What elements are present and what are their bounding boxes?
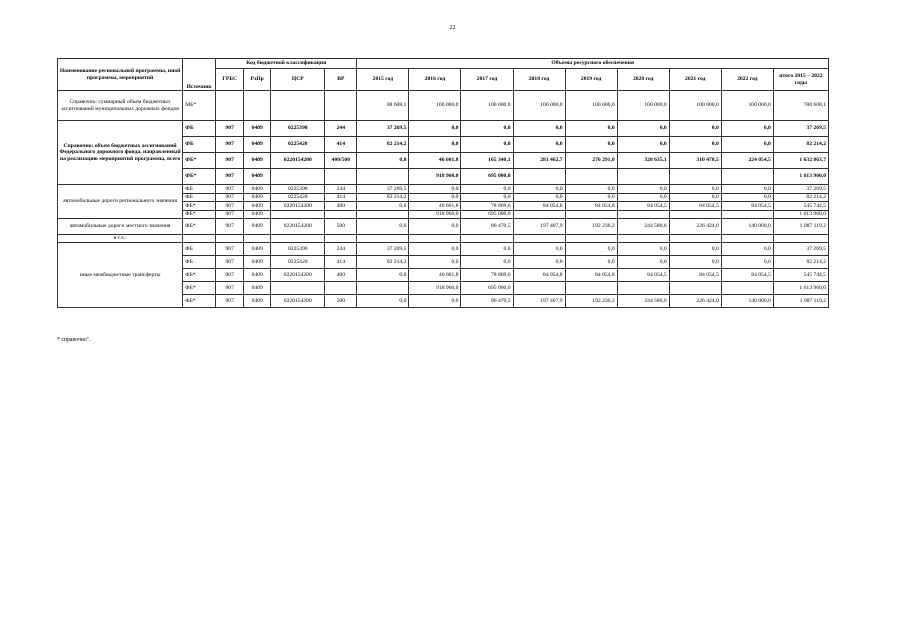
code-cell: 244 bbox=[325, 121, 357, 137]
value-cell: 82 214,2 bbox=[357, 193, 409, 202]
code-cell: 400/500 bbox=[325, 153, 357, 169]
empty-cell bbox=[617, 235, 669, 243]
source-cell: ФБ* bbox=[183, 169, 216, 185]
value-cell bbox=[721, 210, 773, 219]
source-cell: ФБ bbox=[183, 193, 216, 202]
value-cell: 84 054,5 bbox=[617, 202, 669, 211]
value-cell: 0,0 bbox=[409, 185, 461, 194]
value-cell: 197 407,9 bbox=[513, 295, 565, 308]
value-cell: 1 613 960,0 bbox=[773, 210, 828, 219]
value-cell: 0,0 bbox=[461, 243, 513, 256]
source-cell: ФБ bbox=[183, 137, 216, 153]
code-cell: 0409 bbox=[244, 210, 271, 219]
value-cell: 0,0 bbox=[721, 185, 773, 194]
value-cell: 88 608,1 bbox=[357, 91, 409, 121]
value-cell: 84 054,8 bbox=[513, 269, 565, 282]
value-cell: 0,0 bbox=[513, 137, 565, 153]
value-cell: 0,0 bbox=[721, 121, 773, 137]
value-cell: 1 087 119,2 bbox=[773, 219, 828, 235]
source-cell: ФБ* bbox=[183, 282, 216, 295]
value-cell: 100 000,0 bbox=[669, 91, 721, 121]
code-cell: 244 bbox=[325, 185, 357, 194]
header-source: Источник bbox=[183, 59, 216, 91]
value-cell: 197 407,9 bbox=[513, 219, 565, 235]
value-cell: 695 000,0 bbox=[461, 282, 513, 295]
source-cell: ФБ* bbox=[183, 202, 216, 211]
value-cell: 918 960,0 bbox=[409, 210, 461, 219]
value-cell: 918 960,0 bbox=[409, 282, 461, 295]
value-cell: 0,0 bbox=[669, 185, 721, 194]
value-cell: 0,0 bbox=[357, 153, 409, 169]
value-cell: 0,0 bbox=[721, 243, 773, 256]
value-cell: 0,0 bbox=[565, 121, 617, 137]
value-cell bbox=[617, 282, 669, 295]
value-cell: 0,0 bbox=[617, 185, 669, 194]
value-cell: 0,0 bbox=[669, 193, 721, 202]
value-cell: 224 054,5 bbox=[721, 153, 773, 169]
value-cell: 226 424,0 bbox=[669, 295, 721, 308]
table-row bbox=[58, 243, 829, 256]
code-cell: 907 bbox=[216, 193, 244, 202]
value-cell: 0,0 bbox=[461, 121, 513, 137]
value-cell: 0,0 bbox=[721, 193, 773, 202]
value-cell: 165 340,1 bbox=[461, 153, 513, 169]
value-cell: 0,0 bbox=[409, 121, 461, 137]
empty-cell bbox=[669, 235, 721, 243]
value-cell bbox=[669, 210, 721, 219]
including-label: в т.ч.: bbox=[58, 235, 183, 243]
value-cell: 310 478,5 bbox=[669, 153, 721, 169]
value-cell: 86 470,5 bbox=[461, 219, 513, 235]
row-name: Справочно: суммарный объем бюджетных ассигнований муниципальных дорожных фондов bbox=[58, 91, 183, 121]
value-cell bbox=[721, 282, 773, 295]
value-cell bbox=[565, 169, 617, 185]
header-name: Наименование региональной программы, иной программы, мероприятий bbox=[58, 59, 183, 91]
code-cell: 0220154200 bbox=[271, 202, 325, 211]
source-cell: ФБ bbox=[183, 121, 216, 137]
empty-cell bbox=[513, 235, 565, 243]
value-cell: 0,0 bbox=[565, 185, 617, 194]
empty-cell bbox=[409, 235, 461, 243]
code-cell: 907 bbox=[216, 256, 244, 269]
value-cell: 1 087 119,2 bbox=[773, 295, 828, 308]
value-cell bbox=[357, 210, 409, 219]
value-cell: 82 214,2 bbox=[357, 256, 409, 269]
code-cell: 414 bbox=[325, 137, 357, 153]
value-cell: 84 054,5 bbox=[669, 269, 721, 282]
value-cell: 100 000,0 bbox=[721, 91, 773, 121]
source-cell: ФБ* bbox=[183, 153, 216, 169]
value-cell: 0,0 bbox=[721, 137, 773, 153]
value-cell: 140 000,0 bbox=[721, 295, 773, 308]
code-cell: 907 bbox=[216, 219, 244, 235]
header-year-col: 2015 год bbox=[357, 69, 409, 91]
code-cell: 414 bbox=[325, 193, 357, 202]
value-cell: 328 635,1 bbox=[617, 153, 669, 169]
code-cell: 500 bbox=[325, 219, 357, 235]
code-cell bbox=[271, 210, 325, 219]
source-cell: ФБ bbox=[183, 256, 216, 269]
header-year-col: 2020 год bbox=[617, 69, 669, 91]
value-cell: 0,0 bbox=[617, 256, 669, 269]
value-cell: 276 291,0 bbox=[565, 153, 617, 169]
header-volume-group: Объемы ресурсного обеспечения bbox=[357, 59, 829, 69]
empty-cell bbox=[461, 235, 513, 243]
table-row bbox=[58, 219, 829, 235]
code-cell bbox=[325, 282, 357, 295]
value-cell: 0,0 bbox=[669, 256, 721, 269]
value-cell: 0,0 bbox=[357, 202, 409, 211]
empty-cell bbox=[721, 235, 773, 243]
value-cell: 84 054,8 bbox=[565, 202, 617, 211]
code-cell: 0220154200 bbox=[271, 269, 325, 282]
code-cell: 500 bbox=[325, 295, 357, 308]
code-cell: 0409 bbox=[244, 282, 271, 295]
value-cell: 0,0 bbox=[669, 243, 721, 256]
table-row bbox=[58, 91, 829, 121]
code-cell: 414 bbox=[325, 256, 357, 269]
row-name: Справочно: объем бюджетных ассигнований Федерального дорожного фонда, направленный на реализацию мероприятий программы, всего bbox=[58, 121, 183, 185]
value-cell: 37 269,5 bbox=[773, 185, 828, 194]
value-cell: 37 269,5 bbox=[357, 121, 409, 137]
code-cell bbox=[325, 169, 357, 185]
code-cell bbox=[271, 91, 325, 121]
budget-table bbox=[57, 58, 829, 308]
empty-cell bbox=[565, 235, 617, 243]
value-cell: 0,0 bbox=[409, 193, 461, 202]
value-cell: 82 214,2 bbox=[357, 137, 409, 153]
code-cell: 0225420 bbox=[271, 193, 325, 202]
code-cell bbox=[325, 210, 357, 219]
value-cell: 140 000,0 bbox=[721, 219, 773, 235]
value-cell bbox=[617, 169, 669, 185]
value-cell bbox=[669, 169, 721, 185]
value-cell: 0,0 bbox=[461, 256, 513, 269]
empty-cell bbox=[773, 235, 828, 243]
table-row bbox=[58, 121, 829, 137]
code-cell: 0220154200 bbox=[271, 219, 325, 235]
value-cell: 100 000,0 bbox=[409, 91, 461, 121]
header-code-col: ГРБС bbox=[216, 69, 244, 91]
value-cell: 0,0 bbox=[513, 121, 565, 137]
value-cell: 0,0 bbox=[565, 243, 617, 256]
value-cell: 244 580,6 bbox=[617, 295, 669, 308]
value-cell: 82 214,2 bbox=[773, 137, 828, 153]
value-cell: 37 269,5 bbox=[773, 121, 828, 137]
source-cell: ФБ bbox=[183, 185, 216, 194]
value-cell bbox=[357, 282, 409, 295]
page-number: 22 bbox=[449, 25, 456, 31]
value-cell bbox=[513, 169, 565, 185]
code-cell: 0225390 bbox=[271, 121, 325, 137]
value-cell: 100 000,0 bbox=[617, 91, 669, 121]
source-cell: ФБ* bbox=[183, 269, 216, 282]
value-cell: 281 462,7 bbox=[513, 153, 565, 169]
code-cell: 0409 bbox=[244, 193, 271, 202]
header-total: итого 2015 – 2022 годы bbox=[773, 69, 828, 91]
value-cell: 100 000,0 bbox=[565, 91, 617, 121]
value-cell: 0,0 bbox=[461, 185, 513, 194]
code-cell: 907 bbox=[216, 210, 244, 219]
value-cell bbox=[669, 282, 721, 295]
value-cell: 0,0 bbox=[409, 219, 461, 235]
value-cell: 0,0 bbox=[409, 137, 461, 153]
code-cell: 907 bbox=[216, 269, 244, 282]
header-code-col: ВР bbox=[325, 69, 357, 91]
value-cell: 192 236,2 bbox=[565, 219, 617, 235]
value-cell: 0,0 bbox=[409, 243, 461, 256]
value-cell: 0,0 bbox=[565, 193, 617, 202]
value-cell: 46 601,8 bbox=[409, 202, 461, 211]
value-cell: 0,0 bbox=[357, 219, 409, 235]
value-cell bbox=[357, 169, 409, 185]
table-row bbox=[58, 235, 829, 243]
code-cell: 907 bbox=[216, 137, 244, 153]
empty-cell bbox=[244, 235, 271, 243]
value-cell: 0,0 bbox=[409, 256, 461, 269]
value-cell bbox=[513, 282, 565, 295]
value-cell: 0,0 bbox=[617, 137, 669, 153]
empty-cell bbox=[357, 235, 409, 243]
value-cell: 0,0 bbox=[669, 137, 721, 153]
value-cell: 226 424,0 bbox=[669, 219, 721, 235]
code-cell: 0409 bbox=[244, 243, 271, 256]
header-year-col: 2017 год bbox=[461, 69, 513, 91]
source-cell: ФБ* bbox=[183, 295, 216, 308]
empty-cell bbox=[183, 235, 216, 243]
header-year-col: 2021 год bbox=[669, 69, 721, 91]
value-cell: 46 601,8 bbox=[409, 153, 461, 169]
value-cell: 0,0 bbox=[409, 295, 461, 308]
value-cell: 37 269,5 bbox=[357, 243, 409, 256]
header-year-col: 2018 год bbox=[513, 69, 565, 91]
value-cell: 84 054,5 bbox=[617, 269, 669, 282]
code-cell: 0220154200 bbox=[271, 295, 325, 308]
value-cell: 0,0 bbox=[721, 256, 773, 269]
value-cell: 46 601,8 bbox=[409, 269, 461, 282]
code-cell: 907 bbox=[216, 169, 244, 185]
value-cell: 244 580,6 bbox=[617, 219, 669, 235]
header-code-group: Код бюджетной классификации bbox=[216, 59, 357, 69]
value-cell bbox=[617, 210, 669, 219]
code-cell: 0409 bbox=[244, 269, 271, 282]
value-cell: 545 744,5 bbox=[773, 202, 828, 211]
value-cell: 0,0 bbox=[513, 256, 565, 269]
value-cell: 0,0 bbox=[461, 193, 513, 202]
value-cell: 0,0 bbox=[461, 137, 513, 153]
value-cell: 0,0 bbox=[513, 243, 565, 256]
value-cell: 1 613 960,0 bbox=[773, 282, 828, 295]
value-cell: 37 269,5 bbox=[773, 243, 828, 256]
source-cell: МБ* bbox=[183, 91, 216, 121]
value-cell: 86 470,5 bbox=[461, 295, 513, 308]
code-cell: 400 bbox=[325, 202, 357, 211]
code-cell: 0409 bbox=[244, 153, 271, 169]
code-cell: 0409 bbox=[244, 169, 271, 185]
code-cell: 0225390 bbox=[271, 185, 325, 194]
value-cell: 1 632 863,7 bbox=[773, 153, 828, 169]
empty-cell bbox=[325, 235, 357, 243]
code-cell: 0225390 bbox=[271, 243, 325, 256]
code-cell: 0225420 bbox=[271, 256, 325, 269]
row-name: автомобильные дороги местного значения bbox=[58, 219, 183, 235]
value-cell: 918 960,0 bbox=[409, 169, 461, 185]
value-cell: 545 744,5 bbox=[773, 269, 828, 282]
code-cell bbox=[271, 169, 325, 185]
header-year-col: 2019 год bbox=[565, 69, 617, 91]
code-cell: 0409 bbox=[244, 137, 271, 153]
code-cell: 400 bbox=[325, 269, 357, 282]
code-cell: 0225420 bbox=[271, 137, 325, 153]
value-cell: 78 869,6 bbox=[461, 269, 513, 282]
value-cell: 0,0 bbox=[513, 193, 565, 202]
value-cell: 0,0 bbox=[617, 193, 669, 202]
code-cell bbox=[244, 91, 271, 121]
code-cell: 907 bbox=[216, 121, 244, 137]
value-cell: 84 054,5 bbox=[721, 269, 773, 282]
value-cell: 100 000,0 bbox=[513, 91, 565, 121]
value-cell: 100 000,0 bbox=[461, 91, 513, 121]
code-cell: 907 bbox=[216, 295, 244, 308]
value-cell: 0,0 bbox=[513, 185, 565, 194]
code-cell: 0220154200 bbox=[271, 153, 325, 169]
value-cell: 78 869,6 bbox=[461, 202, 513, 211]
value-cell: 0,0 bbox=[617, 121, 669, 137]
code-cell: 907 bbox=[216, 153, 244, 169]
source-cell: ФБ* bbox=[183, 210, 216, 219]
value-cell: 0,0 bbox=[669, 121, 721, 137]
value-cell: 0,0 bbox=[565, 137, 617, 153]
value-cell: 695 000,0 bbox=[461, 169, 513, 185]
value-cell: 0,0 bbox=[565, 256, 617, 269]
value-cell: 84 054,5 bbox=[721, 202, 773, 211]
value-cell bbox=[513, 210, 565, 219]
code-cell bbox=[216, 91, 244, 121]
source-cell: ФБ* bbox=[183, 219, 216, 235]
code-cell: 907 bbox=[216, 243, 244, 256]
value-cell: 0,0 bbox=[617, 243, 669, 256]
header-code-col: РзПр bbox=[244, 69, 271, 91]
header-year-col: 2016 год bbox=[409, 69, 461, 91]
code-cell bbox=[325, 91, 357, 121]
value-cell bbox=[721, 169, 773, 185]
value-cell: 695 000,0 bbox=[461, 210, 513, 219]
code-cell: 0409 bbox=[244, 185, 271, 194]
value-cell: 0,0 bbox=[357, 269, 409, 282]
code-cell bbox=[271, 282, 325, 295]
value-cell bbox=[565, 282, 617, 295]
code-cell: 0409 bbox=[244, 256, 271, 269]
code-cell: 244 bbox=[325, 243, 357, 256]
value-cell: 788 608,1 bbox=[773, 91, 828, 121]
row-name: иные межбюджетные трансферты bbox=[58, 243, 183, 308]
value-cell: 84 054,5 bbox=[669, 202, 721, 211]
value-cell: 192 236,2 bbox=[565, 295, 617, 308]
source-cell: ФБ bbox=[183, 243, 216, 256]
header-code-col: ЦСР bbox=[271, 69, 325, 91]
empty-cell bbox=[216, 235, 244, 243]
code-cell: 907 bbox=[216, 282, 244, 295]
value-cell: 84 054,8 bbox=[513, 202, 565, 211]
code-cell: 0409 bbox=[244, 295, 271, 308]
row-name: автомобильные дороги регионального значения bbox=[58, 185, 183, 219]
value-cell: 82 214,2 bbox=[773, 193, 828, 202]
code-cell: 0409 bbox=[244, 202, 271, 211]
value-cell: 0,0 bbox=[357, 295, 409, 308]
code-cell: 0409 bbox=[244, 121, 271, 137]
code-cell: 0409 bbox=[244, 219, 271, 235]
value-cell: 1 613 960,0 bbox=[773, 169, 828, 185]
table-row bbox=[58, 185, 829, 194]
header-year-col: 2022 год bbox=[721, 69, 773, 91]
value-cell: 84 054,8 bbox=[565, 269, 617, 282]
value-cell: 37 269,5 bbox=[357, 185, 409, 194]
code-cell: 907 bbox=[216, 202, 244, 211]
code-cell: 907 bbox=[216, 185, 244, 194]
empty-cell bbox=[271, 235, 325, 243]
value-cell: 82 214,2 bbox=[773, 256, 828, 269]
footnote: * справочно". bbox=[57, 337, 91, 343]
value-cell bbox=[565, 210, 617, 219]
